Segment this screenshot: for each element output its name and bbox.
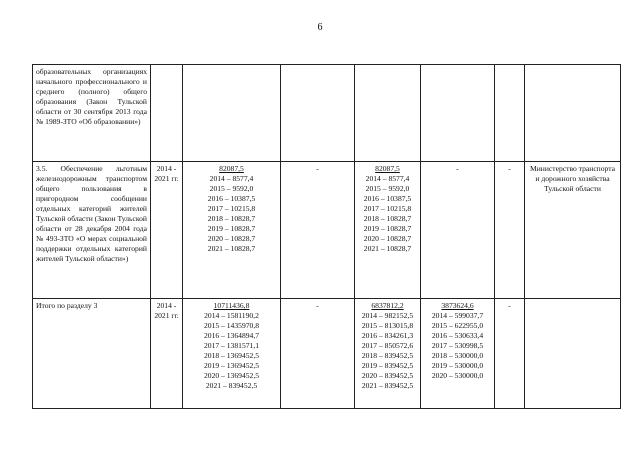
term: 2014 - 2021 гг. [154, 301, 179, 320]
col3-year-amount: 2020 – 10828,7 [207, 234, 256, 243]
program-table [32, 64, 621, 409]
measure-name-cell [33, 162, 151, 299]
col3-cell [183, 299, 281, 409]
col3-total: 82087,5 [219, 164, 244, 173]
col7-cell [495, 65, 525, 162]
col3-year-amount: 2018 – 1369452,5 [203, 351, 260, 360]
col4-value: - [316, 301, 319, 310]
col7-value: - [508, 301, 511, 310]
col3-cell [183, 162, 281, 299]
term-cell [151, 65, 183, 162]
page-number: 6 [317, 22, 323, 33]
col5-year-amount: 2016 – 834261,3 [361, 331, 414, 340]
col3-year-amount: 2014 – 8577,4 [209, 174, 254, 183]
col5-year-amount: 2016 – 10387,5 [363, 194, 412, 203]
responsible-org-cell [525, 162, 621, 299]
col4-value: - [316, 164, 319, 173]
col5-year-amount: 2015 – 9592,0 [365, 184, 410, 193]
col3-year-amount: 2017 – 10215,8 [207, 204, 256, 213]
col5-year-amount: 2017 – 850572,6 [361, 341, 414, 350]
col6-year-amount: 2014 – 599037,7 [431, 311, 484, 320]
col3-year-amount: 2021 – 10828,7 [207, 244, 256, 253]
col7-cell [495, 299, 525, 409]
col3-year-amount: 2015 – 9592,0 [209, 184, 254, 193]
col3-cell [183, 65, 281, 162]
term: 2014 - 2021 гг. [154, 164, 179, 183]
term-cell [151, 299, 183, 409]
responsible-org-cell [525, 65, 621, 162]
col7-value: - [508, 164, 511, 173]
col5-year-amount: 2020 – 10828,7 [363, 234, 412, 243]
responsible-org-cell [525, 299, 621, 409]
col6-total: - [456, 164, 459, 173]
col5-year-amount: 2014 – 982152,5 [361, 311, 414, 320]
col6-cell [421, 299, 495, 409]
col6-cell [421, 162, 495, 299]
responsible-org: Министерство транспорта и дорожного хозяйства Тульской области [529, 164, 616, 193]
col3-year-amount: 2019 – 10828,7 [207, 224, 256, 233]
col6-cell [421, 65, 495, 162]
table-row [33, 162, 621, 299]
col6-total: 3873624,6 [441, 301, 474, 310]
col3-year-amount: 2021 – 839452,5 [205, 381, 258, 390]
col5-year-amount: 2021 – 839452,5 [361, 381, 414, 390]
col5-year-amount: 2020 – 839452,5 [361, 371, 414, 380]
col5-cell [355, 299, 421, 409]
col5-year-amount: 2018 – 839452,5 [361, 351, 414, 360]
col4-cell [281, 162, 355, 299]
col3-year-amount: 2017 – 1381571,1 [203, 341, 260, 350]
table-row [33, 299, 621, 409]
col6-year-amount: 2019 – 530000,0 [431, 361, 484, 370]
col5-year-amount: 2019 – 10828,7 [363, 224, 412, 233]
table-row [33, 65, 621, 162]
col6-year-amount: 2020 – 530000,0 [431, 371, 484, 380]
col3-year-amount: 2016 – 10387,5 [207, 194, 256, 203]
measure-name: Итого по разделу 3 [36, 301, 98, 310]
col5-cell [355, 162, 421, 299]
col6-year-amount: 2017 – 530998,5 [431, 341, 484, 350]
col5-total: 6837812,2 [371, 301, 404, 310]
col5-year-amount: 2021 – 10828,7 [363, 244, 412, 253]
col3-year-amount: 2015 – 1435970,8 [203, 321, 260, 330]
col3-year-amount: 2016 – 1364894,7 [203, 331, 260, 340]
col3-total: 10711436,8 [213, 301, 250, 310]
measure-name: 3.5. Обеспечение льготным железнодорожным транспортом общего пользования в пригородном сообщении отдельных категорий жителей Тульской области (Закон Тульской области от 28 декабря 2004 года № 493-ЗТО «О мерах социальной поддержки отдельных категорий жителей Тульской области») [36, 164, 147, 263]
col5-year-amount: 2014 – 8577,4 [365, 174, 410, 183]
col4-cell [281, 65, 355, 162]
col5-year-amount: 2015 – 813015,8 [361, 321, 414, 330]
col4-cell [281, 299, 355, 409]
col3-year-amount: 2019 – 1369452,5 [203, 361, 260, 370]
col5-cell [355, 65, 421, 162]
col5-year-amount: 2018 – 10828,7 [363, 214, 412, 223]
col5-year-amount: 2017 – 10215,8 [363, 204, 412, 213]
col5-year-amount: 2019 – 839452,5 [361, 361, 414, 370]
col3-year-amount: 2014 – 1581190,2 [204, 311, 259, 320]
col3-year-amount: 2018 – 10828,7 [207, 214, 256, 223]
col5-total: 82087,5 [375, 164, 400, 173]
col6-year-amount: 2018 – 530000,0 [431, 351, 484, 360]
col3-year-amount: 2020 – 1369452,5 [203, 371, 260, 380]
col6-year-amount: 2015 – 622955,0 [431, 321, 484, 330]
col6-year-amount: 2016 – 530633,4 [431, 331, 484, 340]
measure-name-cell [33, 299, 151, 409]
term-cell [151, 162, 183, 299]
measure-name: образовательных организациях начального профессионального и среднего (полного) общего образования (Закон Тульской области от 30 сентября 2013 года № 1989-ЗТО «Об образовании») [36, 67, 147, 126]
col7-cell [495, 162, 525, 299]
measure-name-cell [33, 65, 151, 162]
